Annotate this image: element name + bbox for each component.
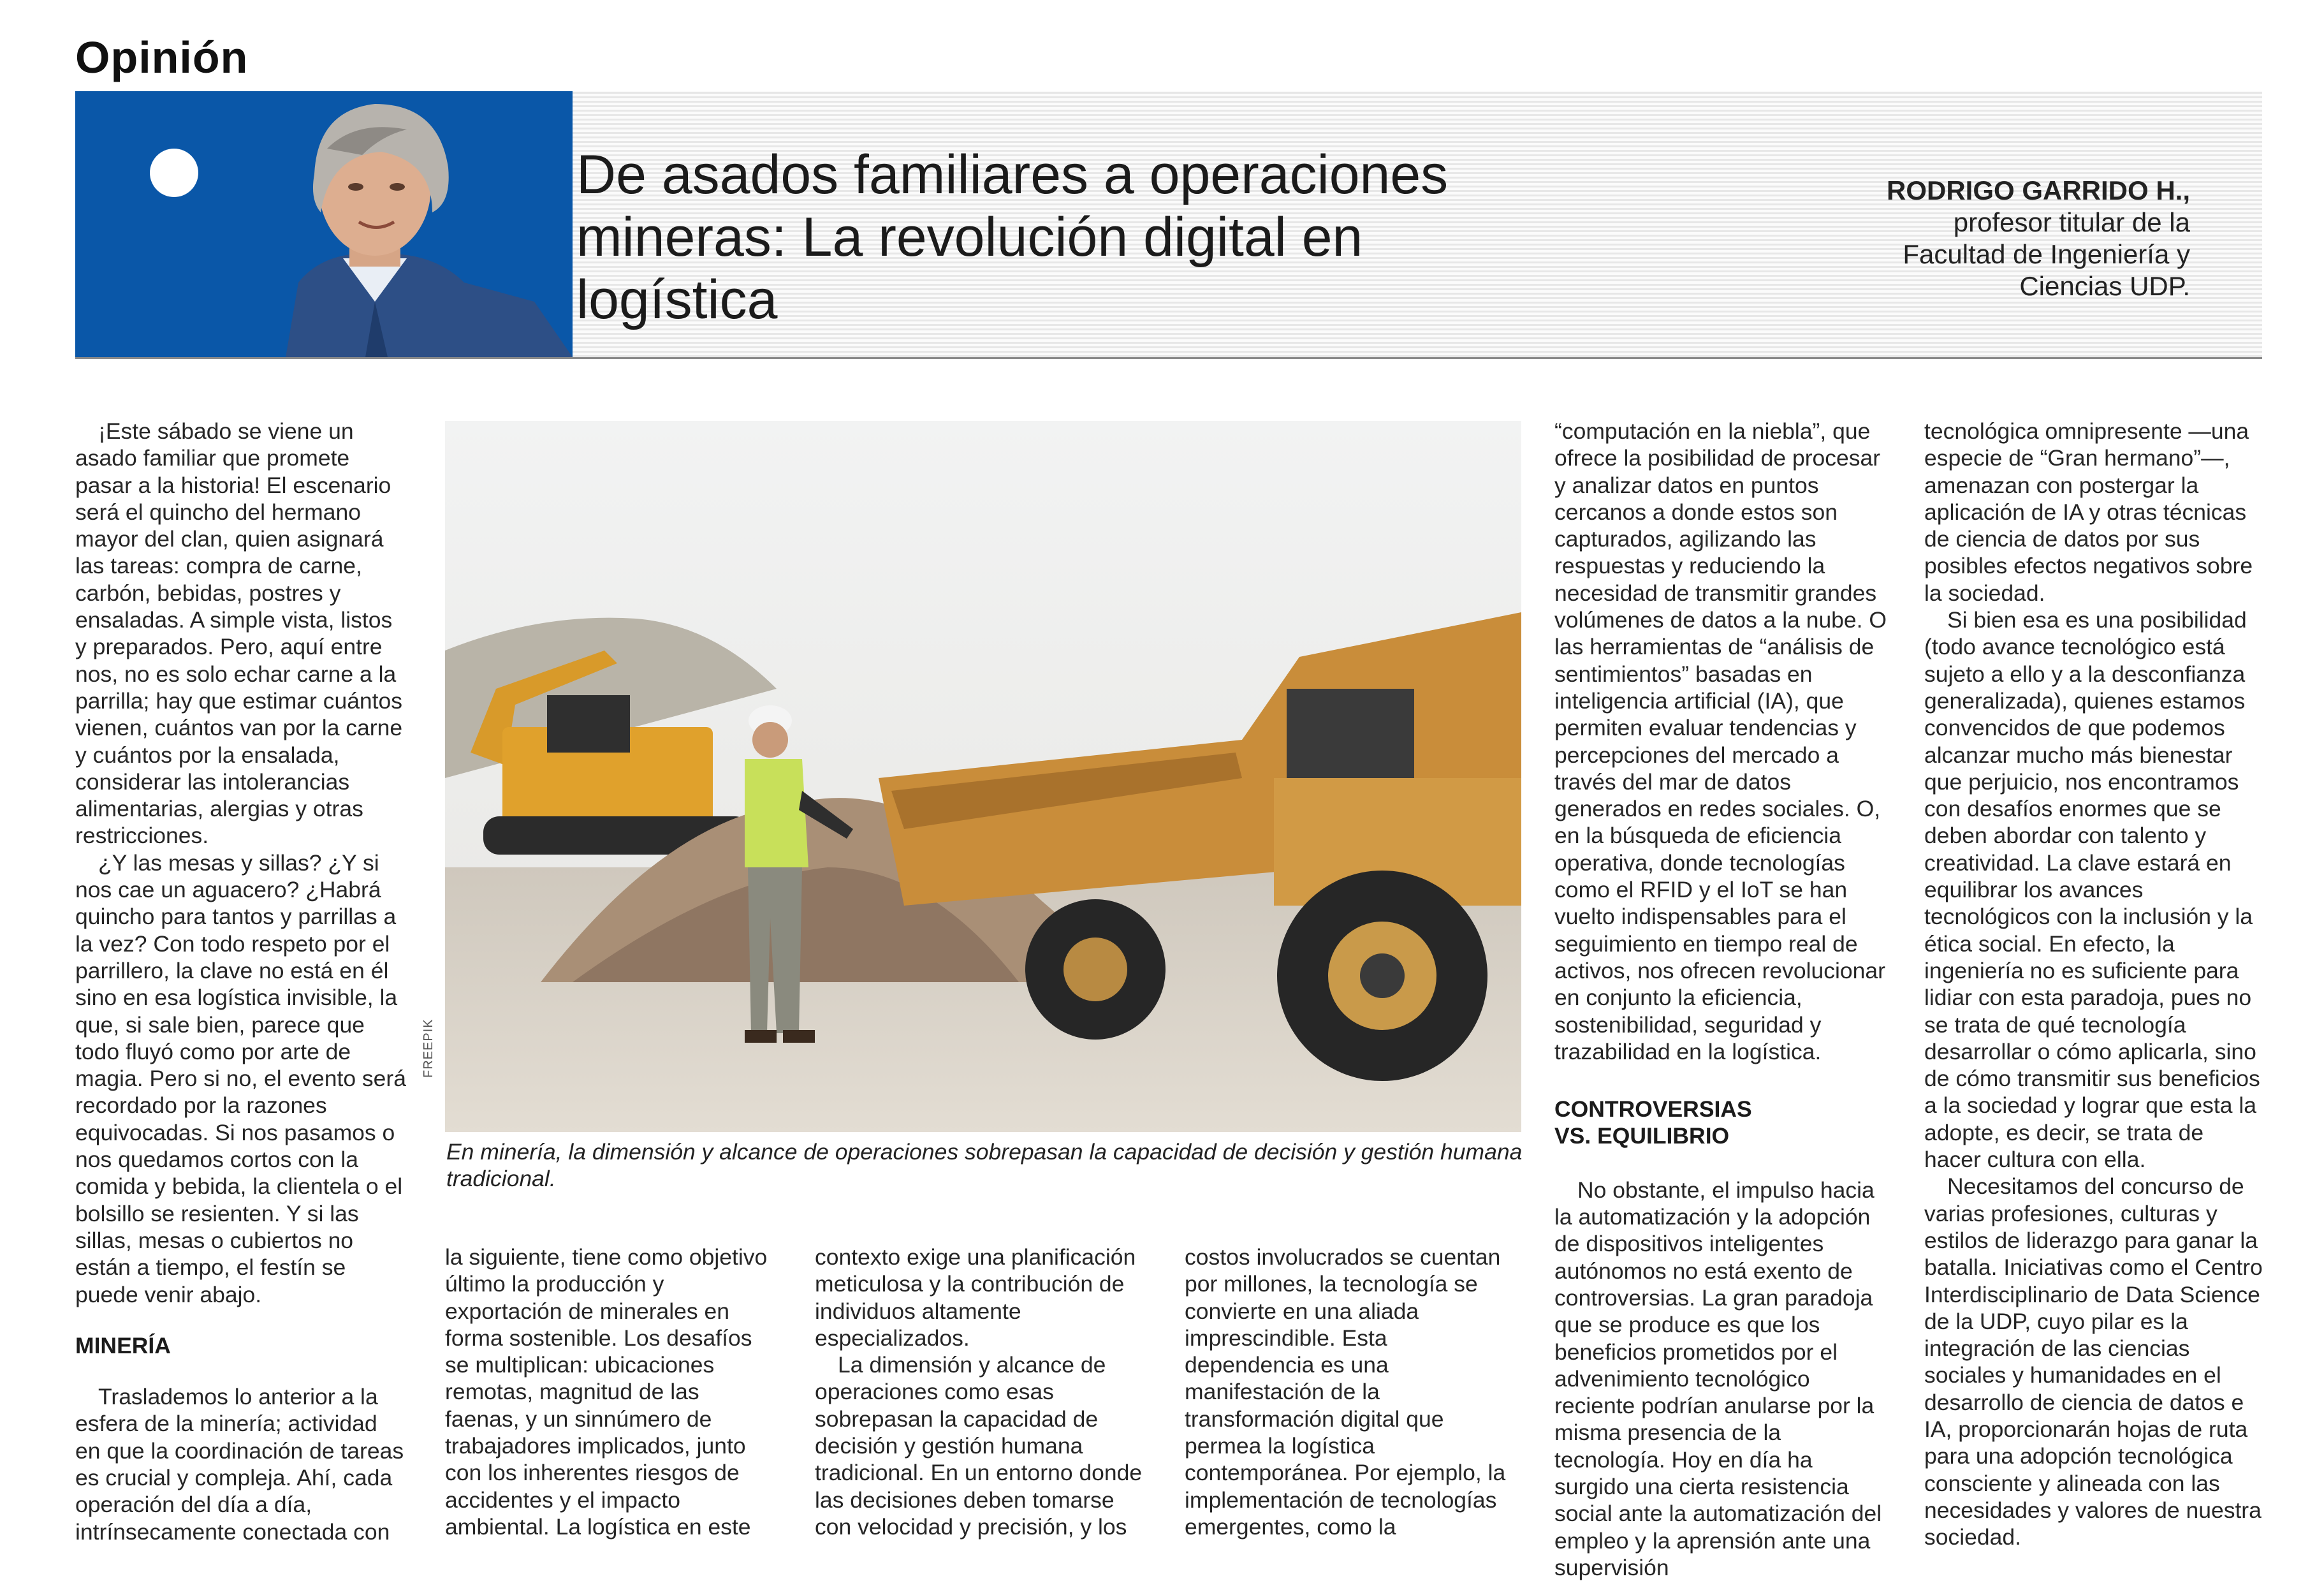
paragraph: Si bien esa es una posibilidad (todo avance tecnológico está sujeto a ello y a la desconfianza generalizada), quienes estamos convencidos de que podemos alcanzar mucho más bienestar que perjuicio, nos encontramos con desafíos enormes que se deben abordar con talento y creatividad. La clave estará en equilibrar los avances tecnológicos con la inclusión y la ética social. En efecto, la ingeniería no es suficiente para lidiar con esta paradoja, pues no se trata de qué tecnología desarrollar o cómo aplicarla, sino de cómo transmitir sus beneficios a la sociedad y lograr que esta la adopte, es decir, se trata de hacer cultura con ella. — [1924, 607, 2260, 1173]
subhead-controversias: CONTROVERSIAS — [1554, 1096, 1752, 1122]
article-column-5 — [1554, 418, 1892, 1581]
photo-credit: FREEPIK — [421, 1018, 435, 1078]
author-portrait — [75, 91, 573, 357]
article-column-3 — [815, 1244, 1146, 1540]
opinion-dot-icon — [150, 149, 198, 197]
paragraph: Necesitamos del concurso de varias profesiones, culturas y estilos de liderazgo para ganar la batalla. Iniciativas como el Centro Interdisciplinario de Data Science de la UDP, cuyo pilar es la integración de las ciencias sociales y humanidades en el desarrollo de ciencia de datos e IA, proporcionarán hojas de ruta para una adopción tecnológica consciente y alineada con las necesidades y valores de nuestra sociedad. — [1924, 1173, 2263, 1550]
headline: De asados familiares a operaciones mineras: La revolución digital en logística — [576, 144, 1449, 330]
author-title: profesor titular de la Facultad de Ingeniería y Ciencias UDP. — [1903, 207, 2190, 301]
paragraph: La dimensión y alcance de operaciones como esas sobrepasan la capacidad de decisión y gestión humana tradicional. En un entorno donde las decisiones deben tomarse con velocidad y precisión, y los — [815, 1352, 1143, 1540]
paragraph: tecnológica omnipresente —una especie de “Gran hermano”—, amenazan con postergar la aplicación de IA y otras técnicas de ciencia de datos por sus posibles efectos negativos sobre la sociedad. — [1924, 418, 2253, 606]
article-photo — [445, 421, 1521, 1132]
paragraph: la siguiente, tiene como objetivo último la producción y exportación de minerales en forma sostenible. Los desafíos se multiplican: ubicaciones remotas, magnitud de las faenas, y un sinnúmero de trabajadores implicados, junto con los inherentes riesgos de accidentes y el impacto ambiental. La logística en este — [445, 1244, 768, 1540]
paragraph: contexto exige una planificación meticulosa y la contribución de individuos altamente especializados. — [815, 1244, 1136, 1351]
author-name: RODRIGO GARRIDO H., — [1886, 175, 2190, 205]
subhead-equilibrio: VS. EQUILIBRIO — [1554, 1123, 1730, 1149]
article-column-2 — [445, 1244, 777, 1540]
author-byline — [1887, 175, 2190, 302]
paragraph: “computación en la niebla”, que ofrece la posibilidad de procesar y analizar datos en puntos cercanos a donde estos son capturados, agilizando las respuestas y reduciendo la necesidad de transmitir grandes volúmenes de datos a la nube. O las herramientas de “análisis de sentimientos” basadas en inteligencia artificial (IA), que permiten evaluar tendencias y percepciones del mercado a través del mar de datos generados en redes sociales. O, en la búsqueda de eficiencia operativa, donde tecnologías como el RFID y el IoT se han vuelto indispensables para el seguimiento en tiempo real de activos, nos ofrecen revolucionar en conjunto la eficiencia, sostenibilidad, seguridad y trazabilidad en la logística. — [1554, 418, 1887, 1064]
article-column-4 — [1185, 1244, 1516, 1540]
photo-caption: En minería, la dimensión y alcance de operaciones sobrepasan la capacidad de decisión y gestión humana tradicional. — [446, 1139, 1523, 1191]
paragraph: Traslademos lo anterior a la esfera de la minería; actividad en que la coordinación de tareas es crucial y compleja. Ahí, cada operación del día a día, intrínsecamente conectada con — [75, 1384, 404, 1545]
mining-photo-illustration — [445, 421, 1521, 1132]
section-label: Opinión — [75, 33, 249, 82]
paragraph: costos involucrados se cuentan por millones, la tecnología se convierte en una aliada imprescindible. Esta dependencia es una manifestación de la transformación digital que permea la logística contemporánea. Por ejemplo, la implementación de tecnologías emergentes, como la — [1185, 1244, 1506, 1540]
article-column-1 — [75, 418, 408, 1545]
subhead-mineria: MINERÍA — [75, 1332, 171, 1358]
article-column-6 — [1924, 418, 2265, 1550]
opinion-color-block — [75, 91, 573, 357]
paragraph: ¿Y las mesas y sillas? ¿Y si nos cae un aguacero? ¿Habrá quincho para tantos y parrillas a la vez? Con todo respeto por el parrillero, la clave no está en él sino en esa logística invisible, la que, si sale bien, parece que todo fluyó como por arte de magia. Pero si no, el evento será recordado por la razones equivocadas. Si nos pasamos o nos quedamos cortos con la comida y bebida, la clientela o el bolsillo se resienten. Y si las sillas, mesas o cubiertos no están a tiempo, el festín se puede venir abajo. — [75, 849, 406, 1307]
paragraph: ¡Este sábado se viene un asado familiar que promete pasar a la historia! El escenario será el quincho del hermano mayor del clan, quien asignará las tareas: compra de carne, carbón, bebidas, postres y ensaladas. A simple vista, listos y preparados. Pero, aquí entre nos, no es solo echar carne a la parrilla; hay que estimar cuántos vienen, cuántos van por la carne y cuántos por la ensalada, considerar las intolerancias alimentarias, alergias y otras restricciones. — [75, 418, 403, 849]
paragraph: No obstante, el impulso hacia la automatización y la adopción de dispositivos inteligentes autónomos no está exento de controversias. La gran paradoja que se produce es que los beneficios prometidos por el advenimiento tecnológico reciente podrían anularse por la misma presencia de la tecnología. Hoy en día ha surgido una cierta resistencia social ante la automatización del empleo y la aprensión ante una supervisión — [1554, 1177, 1882, 1580]
